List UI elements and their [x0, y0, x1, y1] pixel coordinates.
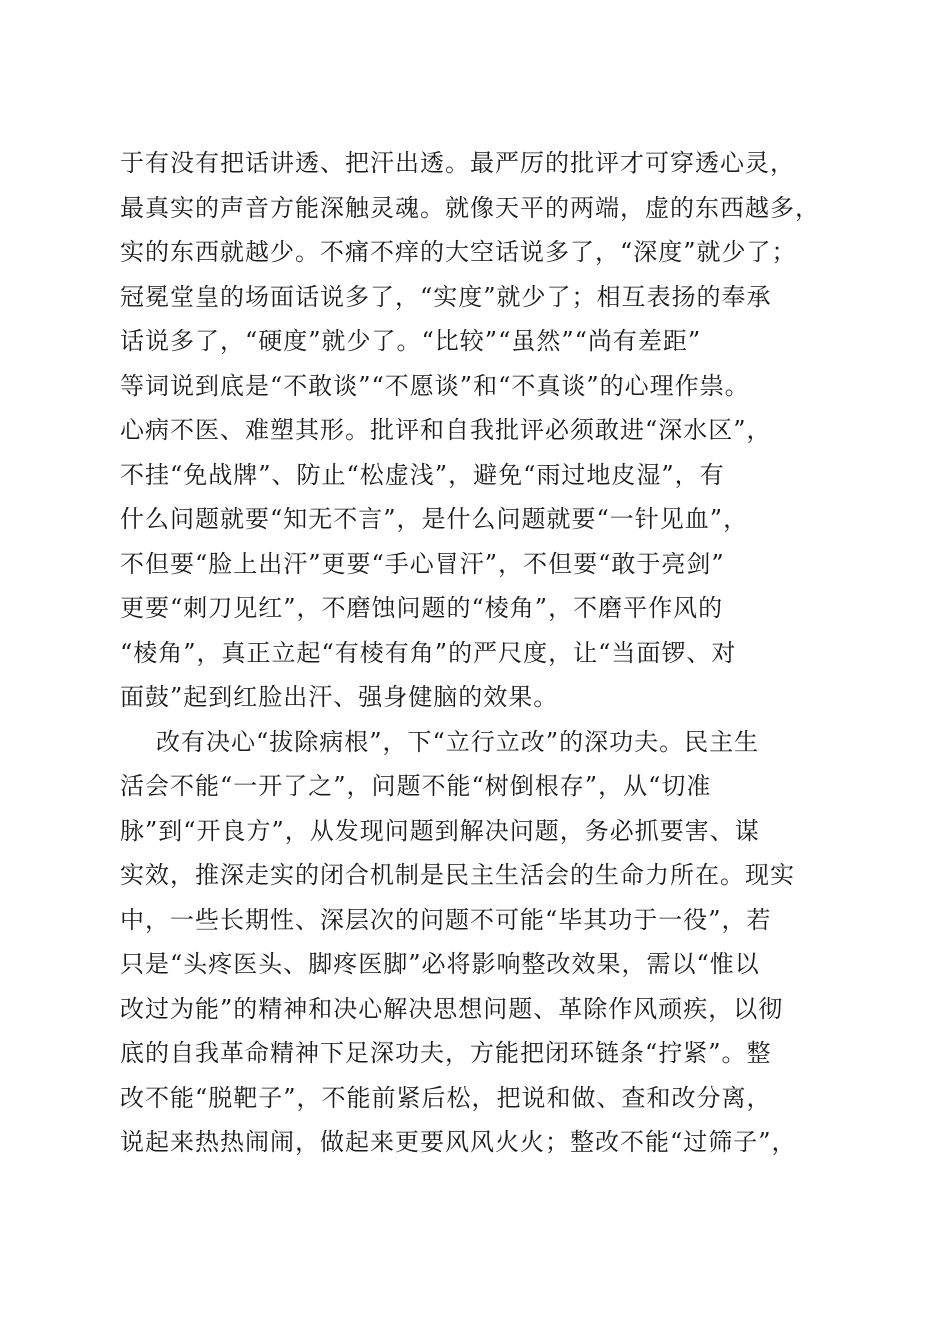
text-line: 说起来热热闹闹，做起来更要风风火火；整改不能“过筛子”，: [120, 1128, 797, 1156]
text-line: 更要“刺刀见红”，不磨蚀问题的“棱角”，不磨平作风的: [120, 594, 724, 622]
text-line: 话说多了，“硬度”就少了。“比较”“虽然”“尚有差距”: [120, 327, 702, 355]
text-line: 实效，推深走实的闭合机制是民主生活会的生命力所在。现实: [120, 861, 795, 889]
text-line: 最真实的声音方能深触灵魂。就像天平的两端，虚的东西越多，: [120, 193, 820, 222]
text-line: 改不能“脱靶子”，不能前紧后松，把说和做、查和改分离，: [120, 1083, 772, 1112]
text-line: 底的自我革命精神下足深功夫，方能把闭环链条“拧紧”。整: [120, 1039, 772, 1067]
body-text: [120, 141, 840, 1165]
text-line: 冠冕堂皇的场面话说多了，“实度”就少了；相互表扬的奉承: [120, 282, 772, 311]
text-line: 于有没有把话讲透、把汗出透。最严厉的批评才可穿透心灵，: [120, 149, 795, 177]
text-line: 活会不能“一开了之”，问题不能“树倒根存”，从“切准: [120, 772, 712, 800]
text-line: 心病不医、难塑其形。批评和自我批评必须敢进“深水区”，: [120, 416, 772, 444]
paragraph-start-line: 改有决心“拔除病根”，下“立行立改”的深功夫。民主生: [156, 727, 760, 756]
text-line: 不但要“脸上出汗”更要“手心冒汗”，不但要“敢于亮剑”: [120, 549, 725, 578]
text-line: “棱角”，真正立起“有棱有角”的严尺度，让“当面锣、对: [120, 638, 737, 667]
text-line: 脉”到“开良方”，从发现问题到解决问题，务必抓要害、谋: [120, 816, 760, 845]
text-line: 中，一些长期性、深层次的问题不可能“毕其功于一役”，若: [120, 905, 772, 934]
text-line: 改过为能”的精神和决心解决思想问题、革除作风顽疾，以彻: [120, 994, 784, 1023]
text-line: 什么问题就要“知无不言”，是什么问题就要“一针见血”，: [120, 505, 749, 533]
text-line: 等词说到底是“不敢谈”“不愿谈”和“不真谈”的心理作祟。: [120, 371, 750, 400]
text-line: 面鼓”起到红脸出汗、强身健脑的效果。: [120, 683, 559, 711]
text-line: 只是“头疼医头、脚疼医脚”必将影响整改效果，需以“惟以: [120, 950, 760, 978]
text-line: 不挂“免战牌”、防止“松虚浅”，避免“雨过地皮湿”，有: [120, 460, 725, 489]
text-line: 实的东西就越少。不痛不痒的大空话说多了，“深度”就少了；: [120, 238, 797, 266]
